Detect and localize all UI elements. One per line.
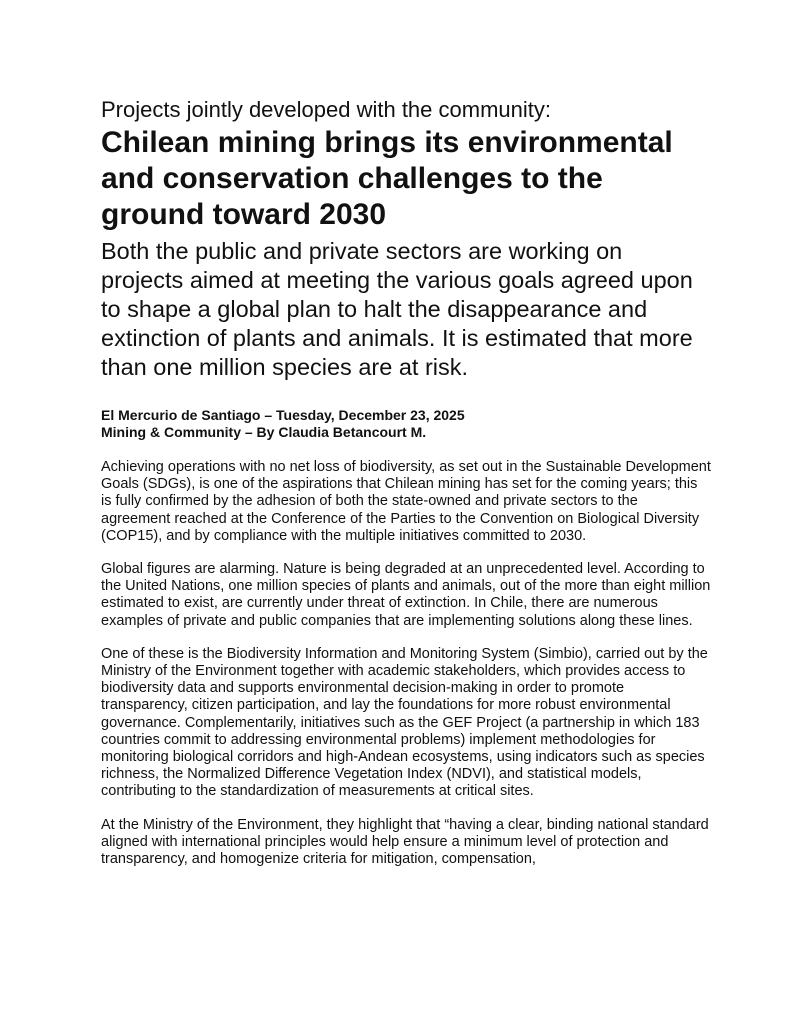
article-byline — [101, 407, 711, 441]
body-paragraph: Achieving operations with no net loss of biodiversity, as set out in the Sustainable Development Goals (SDGs), is one of the aspirations that Chilean mining has set for the coming years; this is fully confirmed by the adhesion of both the state-owned and private sectors to the agreement reached at the Conference of the Parties to the Convention on Biological Diversity (COP15), and by compliance with the multiple initiatives committed to 2030. — [101, 459, 711, 544]
article-body — [101, 459, 711, 868]
article-headline: Chilean mining brings its environmental and conservation challenges to the ground toward 2030 — [101, 126, 673, 231]
byline-publication: El Mercurio de Santiago – Tuesday, December 23, 2025 — [101, 407, 465, 423]
body-paragraph: Global figures are alarming. Nature is being degraded at an unprecedented level. According to the United Nations, one million species of plants and animals, out of the more than eight million estimated to exist, are currently under threat of extinction. In Chile, there are numerous examples of private and public companies that are implementing solutions along these lines. — [101, 561, 711, 629]
body-paragraph: At the Ministry of the Environment, they highlight that “having a clear, binding national standard aligned with international principles would help ensure a minimum level of protection and transparency, and homogenize criteria for mitigation, compensation, — [101, 816, 709, 868]
article-kicker: Projects jointly developed with the community: — [101, 97, 551, 122]
article-page — [101, 96, 711, 884]
body-paragraph: One of these is the Biodiversity Information and Monitoring System (Simbio), carried out by the Ministry of the Environment together with academic stakeholders, which provides access to biodiversity data and supports environmental decision-making in order to promote transparency, citizen participation, and lay the foundations for more robust environmental governance. Complementarily, initiatives such as the GEF Project (a partnership in which 183 countries commit to addressing environmental problems) implement methodologies for monitoring biological corridors and high-Andean ecosystems, using indicators such as species richness, the Normalized Difference Vegetation Index (NDVI), and statistical models, contributing to the standardization of measurements at critical sites. — [101, 645, 708, 800]
byline-section-author: Mining & Community – By Claudia Betancourt M. — [101, 424, 427, 440]
article-dek: Both the public and private sectors are working on projects aimed at meeting the various goals agreed upon to shape a global plan to halt the disappearance and extinction of plants and animals. It is estimated that more than one million species are at risk. — [101, 238, 693, 380]
